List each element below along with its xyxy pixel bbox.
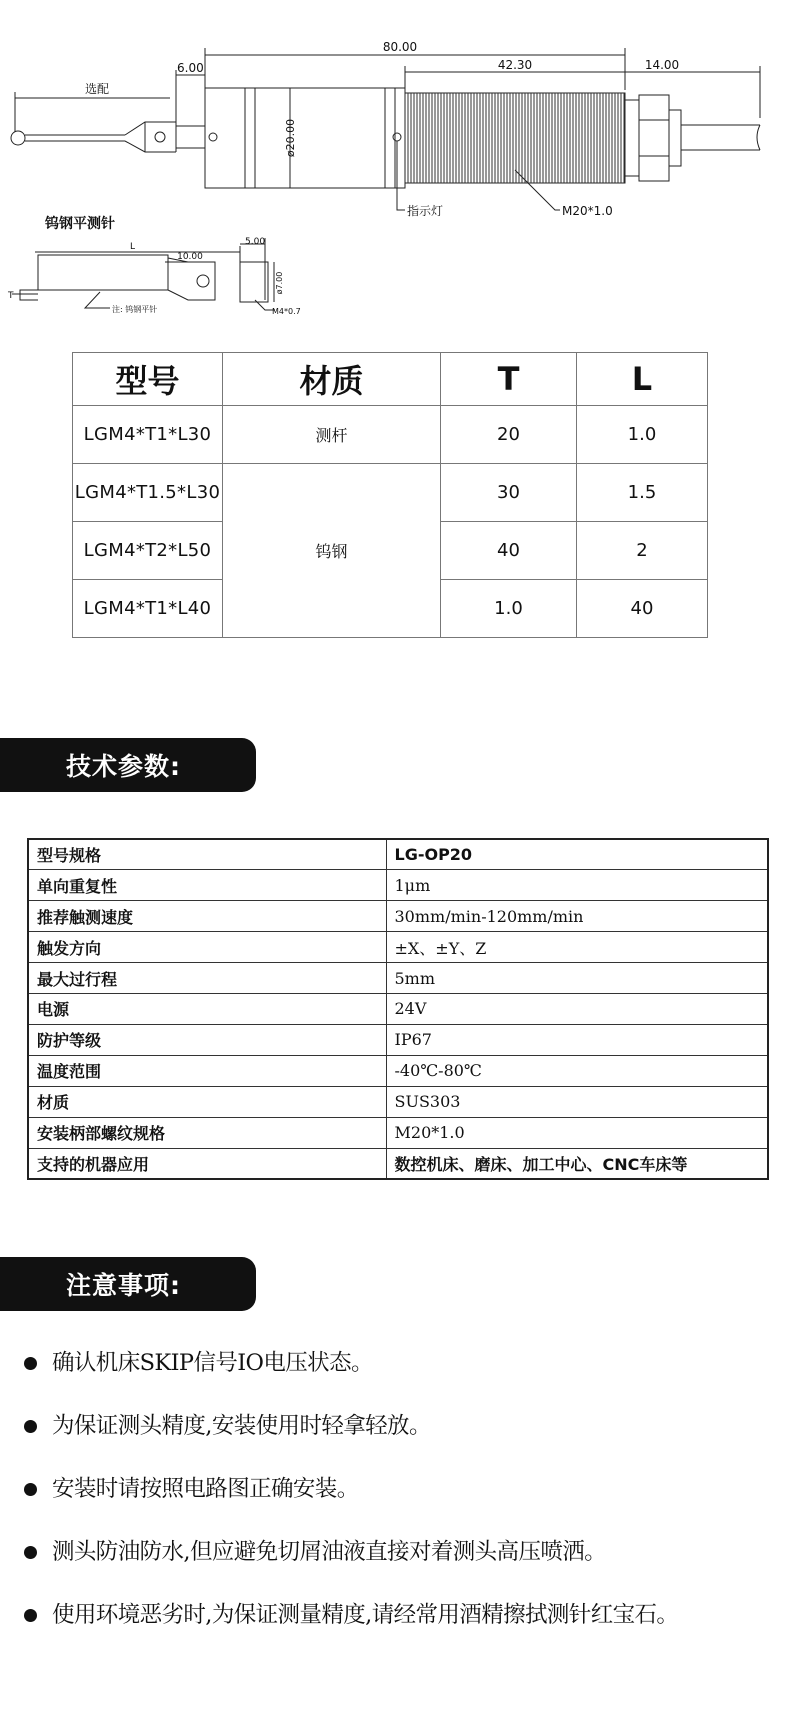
spec-key: 型号规格 xyxy=(28,839,386,870)
table-row xyxy=(28,1024,768,1055)
header-material: 材质 xyxy=(223,353,441,406)
spec-key: 电源 xyxy=(28,994,386,1025)
spec-key: 最大过行程 xyxy=(28,963,386,994)
table-row xyxy=(28,1148,768,1179)
detail-note: 注: 钨钢平针 xyxy=(112,305,158,314)
list-item: 测头防油防水,但应避免切屑油液直接对着测头高压喷洒。 xyxy=(22,1534,790,1570)
table-row xyxy=(28,994,768,1025)
table-row xyxy=(28,901,768,932)
model-table-header xyxy=(73,353,708,406)
detail-dim-l: L xyxy=(130,242,136,252)
l-cell: 2 xyxy=(577,522,708,580)
detail-dim-t: T xyxy=(8,291,14,301)
list-item: 为保证测头精度,安装使用时轻拿轻放。 xyxy=(22,1408,790,1444)
label-indicator-light: 指示灯 xyxy=(407,204,444,218)
dim-stylus-offset: 6.00 xyxy=(177,61,204,75)
table-row xyxy=(28,1055,768,1086)
spec-key: 温度范围 xyxy=(28,1055,386,1086)
spec-key: 单向重复性 xyxy=(28,870,386,901)
spec-value: 30mm/min-120mm/min xyxy=(386,901,768,932)
model-cell: LGM4*T1*L40 xyxy=(73,580,223,638)
dim-gland: 14.00 xyxy=(644,58,680,72)
table-row xyxy=(28,1117,768,1148)
t-cell: 40 xyxy=(441,522,577,580)
spec-value: 24V xyxy=(386,994,768,1025)
l-cell: 40 xyxy=(577,580,708,638)
table-row xyxy=(73,406,708,464)
dim-total-length: 80.00 xyxy=(382,40,418,54)
tech-section-title: 技术参数: xyxy=(0,738,256,792)
spec-value: 数控机床、磨床、加工中心、CNC车床等 xyxy=(386,1148,768,1179)
t-cell: 1.0 xyxy=(441,580,577,638)
notes-section-title: 注意事项: xyxy=(0,1257,256,1311)
l-cell: 1.0 xyxy=(577,406,708,464)
t-cell: 20 xyxy=(441,406,577,464)
spec-table xyxy=(27,838,769,1180)
model-cell: LGM4*T1*L30 xyxy=(73,406,223,464)
label-optional: 选配 xyxy=(85,82,110,96)
spec-key: 触发方向 xyxy=(28,932,386,963)
spec-value: LG-OP20 xyxy=(386,839,768,870)
table-row xyxy=(28,963,768,994)
spec-value: 1μm xyxy=(386,870,768,901)
spec-key: 材质 xyxy=(28,1086,386,1117)
technical-drawing xyxy=(0,0,790,340)
notes-list xyxy=(22,1345,790,1674)
spec-value: IP67 xyxy=(386,1024,768,1055)
list-item: 确认机床SKIP信号IO电压状态。 xyxy=(22,1345,790,1381)
table-row xyxy=(28,870,768,901)
model-cell: LGM4*T1.5*L30 xyxy=(73,464,223,522)
table-row xyxy=(73,464,708,522)
spec-value: M20*1.0 xyxy=(386,1117,768,1148)
l-cell: 1.5 xyxy=(577,464,708,522)
spec-key: 防护等级 xyxy=(28,1024,386,1055)
detail-diameter: ø7.00 xyxy=(275,271,284,295)
spec-value: SUS303 xyxy=(386,1086,768,1117)
list-item: 使用环境恶劣时,为保证测量精度,请经常用酒精擦拭测针红宝石。 xyxy=(22,1583,782,1647)
stylus-detail-title: 钨钢平测针 xyxy=(45,216,115,232)
dim-diameter: ø20.00 xyxy=(284,118,297,158)
spec-key: 支持的机器应用 xyxy=(28,1148,386,1179)
list-item: 安装时请按照电路图正确安装。 xyxy=(22,1471,790,1507)
table-row xyxy=(28,839,768,870)
spec-key: 推荐触测速度 xyxy=(28,901,386,932)
detail-thread: M4*0.7 xyxy=(272,307,301,316)
model-table xyxy=(72,352,708,638)
spec-value: 5mm xyxy=(386,963,768,994)
model-cell: LGM4*T2*L50 xyxy=(73,522,223,580)
dim-thread-length: 42.30 xyxy=(497,58,533,72)
label-thread-spec: M20*1.0 xyxy=(562,204,613,218)
header-t: T xyxy=(441,353,577,406)
material-cell: 钨钢 xyxy=(223,464,441,638)
spec-key: 安装柄部螺纹规格 xyxy=(28,1117,386,1148)
header-model: 型号 xyxy=(73,353,223,406)
table-row xyxy=(28,932,768,963)
spec-value: -40℃-80℃ xyxy=(386,1055,768,1086)
table-row xyxy=(28,1086,768,1117)
header-l: L xyxy=(577,353,708,406)
material-cell: 测杆 xyxy=(223,406,441,464)
t-cell: 30 xyxy=(441,464,577,522)
spec-value: ±X、±Y、Z xyxy=(386,932,768,963)
detail-dim-a: 5.00 xyxy=(245,237,266,247)
detail-dim-b: 10.00 xyxy=(177,252,203,262)
